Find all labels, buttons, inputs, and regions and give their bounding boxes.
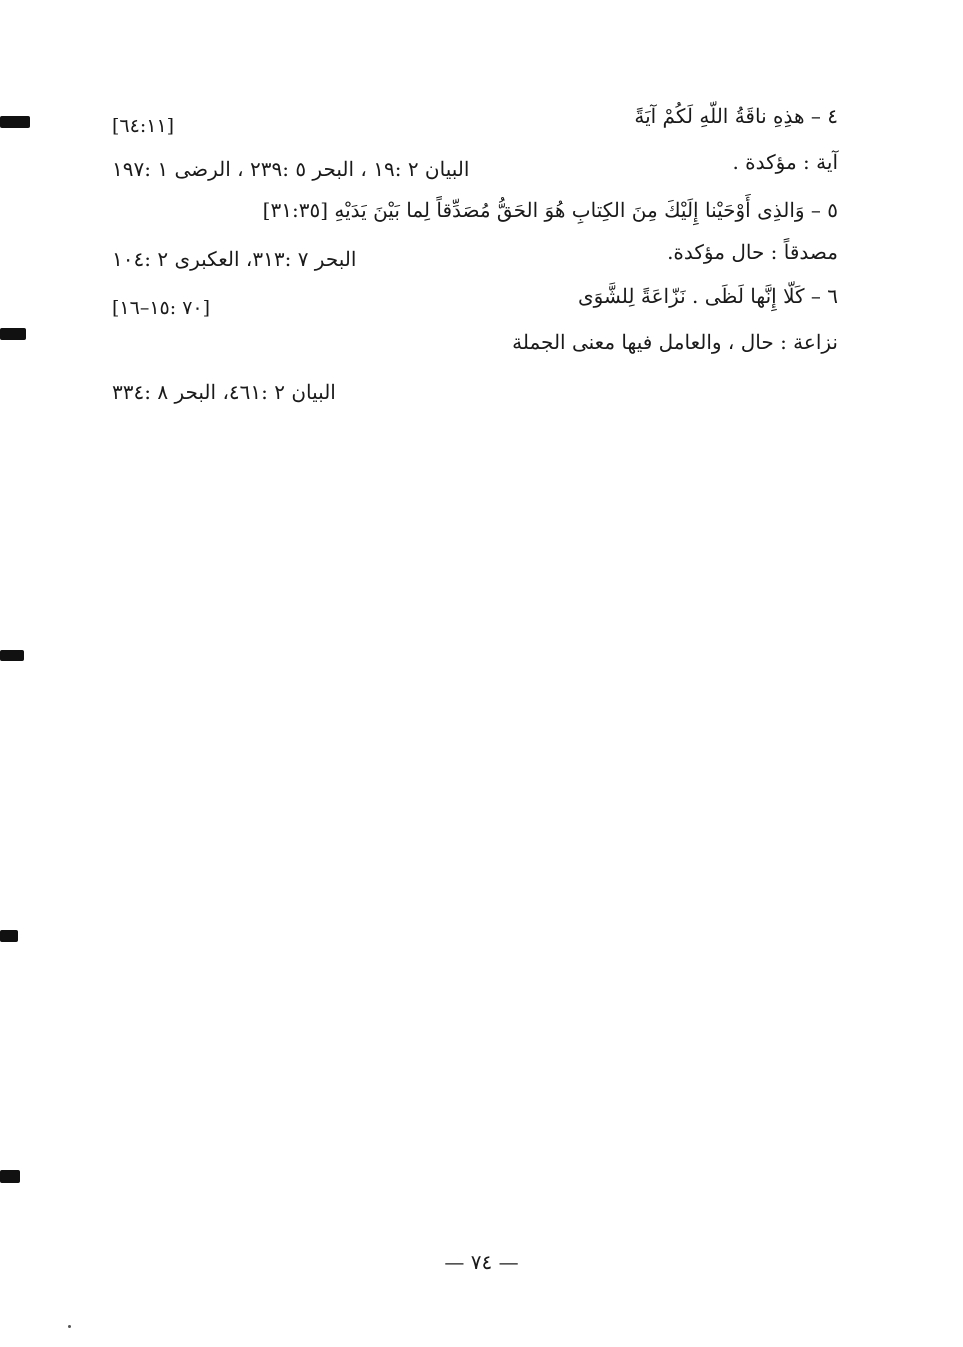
- binding-mark: [0, 930, 18, 942]
- entry-sources: البيان ٢ :٤٦١، البحر ٨ :٣٣٤: [112, 380, 336, 404]
- entry-verse: ٥ – وَالذِى أَوْحَيْنا إِلَيْكَ مِنَ الكِتابِ هُوَ الحَقُّ مُصَدِّقاً لِما بَيْنَ يَدَيْهِ [٣١:٣٥]: [262, 198, 838, 222]
- entry-note: آية : مؤكدة .: [732, 150, 838, 174]
- entry-verse: ٦ – كَلّا إِنَّها لَظَى . نَزّاعَةً لِلشَّوَى: [577, 284, 838, 308]
- binding-mark: [0, 328, 26, 340]
- entry-note: نزاعة : حال ، والعامل فيها معنى الجملة: [512, 330, 838, 354]
- page-number: — ٧٤ —: [444, 1250, 519, 1274]
- entry-sources: البيان ٢ :١٩ ، البحر ٥ :٢٣٩ ، الرضى ١ :١٩٧: [112, 157, 470, 181]
- binding-mark: [0, 116, 30, 128]
- entry-verse: ٤ – هذِهِ ناقَةُ اللّهِ لَكُمْ آيَةً: [634, 104, 838, 128]
- entry-note: مصدقاً : حال مؤكدة.: [667, 240, 838, 264]
- binding-mark: [0, 1170, 20, 1183]
- binding-mark: [0, 650, 24, 661]
- entry-reference: [٧٠ :١٥–١٦]: [112, 297, 211, 319]
- speck: [68, 1325, 71, 1328]
- entry-reference: [٦٤:١١]: [112, 115, 175, 137]
- entry-sources: البحر ٧ :٣١٣، العكبرى ٢ :١٠٤: [112, 247, 357, 271]
